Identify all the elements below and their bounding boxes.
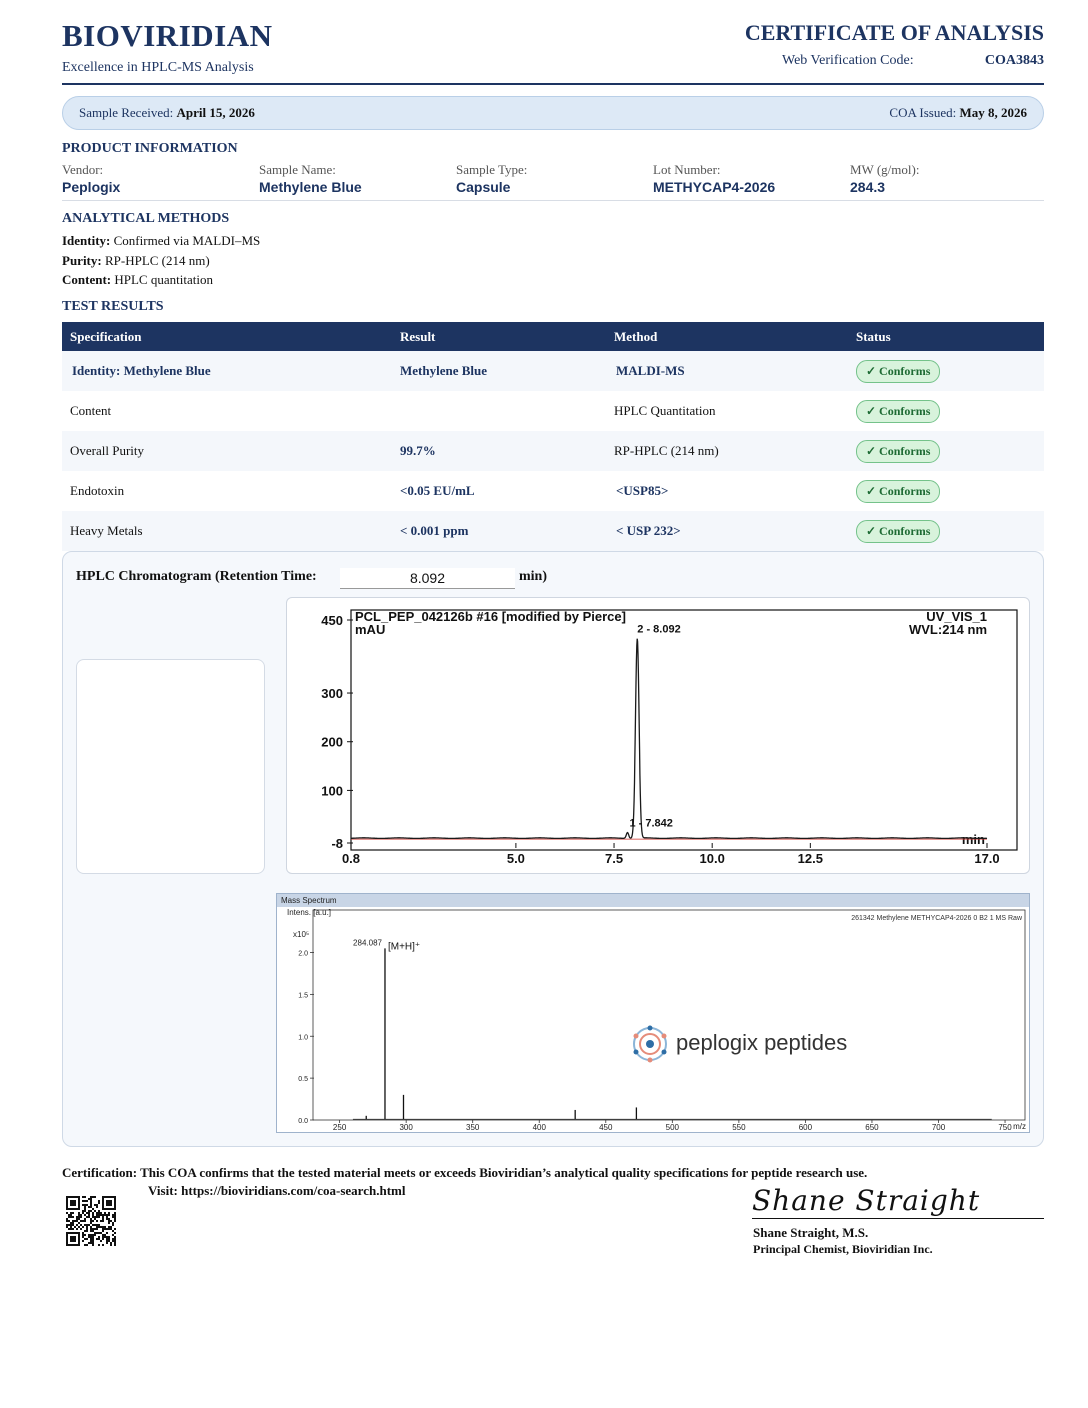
ms-x-tick-label: 500 [665,1123,680,1132]
hplc-title: PCL_PEP_042126b #16 [modified by Pierce] [355,609,626,624]
retention-time-field: 8.092 [340,568,515,589]
status-badge: ✓ Conforms [856,480,940,503]
peplogix-logo-icon [634,1026,667,1063]
ms-x-tick-label: 350 [466,1123,480,1132]
status-badge: ✓ Conforms [856,400,940,423]
header-divider [62,83,1044,85]
status-cell [848,391,1044,431]
result-cell: < 0.001 ppm [392,511,606,551]
hplc-chart [287,598,1029,873]
sample-name-label: Sample Name: [259,162,336,177]
results-header-row [62,322,1044,351]
method-purity-text: RP-HPLC (214 nm) [104,253,210,268]
ms-x-unit: m/z [1013,1122,1026,1131]
hplc-y-unit: mAU [355,622,386,637]
ms-y-tick-label: 0.0 [298,1118,308,1125]
hplc-detector-label: UV_VIS_1 [926,609,987,624]
table-row [62,471,1044,511]
vendor-label: Vendor: [62,162,104,177]
result-cell: Methylene Blue [392,351,606,391]
ms-x-tick-label: 750 [998,1123,1012,1132]
hplc-x-tick-label: 5.0 [506,851,525,866]
dates-bar [62,96,1044,130]
ms-x-tick-label: 600 [798,1123,813,1132]
signature-image: Shane Straight [752,1184,981,1217]
method-cell: RP-HPLC (214 nm) [606,431,848,471]
spec-cell: Heavy Metals [62,511,392,551]
hplc-plot-area [351,610,1017,850]
spec-cell: Identity: Methylene Blue [62,351,392,391]
coa-issued [889,105,1027,121]
mw-value: 284.3 [850,179,886,195]
header-result: Result [392,322,606,351]
method-purity-label: Purity: [62,253,102,268]
method-cell: MALDI-MS [606,351,848,391]
method-identity [62,233,260,249]
method-identity-label: Identity: [62,233,111,248]
ms-y-label: Intens. [a.u.] [287,908,332,917]
sample-received [79,105,255,121]
lot-number-value: METHYCAP4-2026 [653,179,776,195]
hplc-x-tick-label: 0.8 [341,851,361,866]
signatory-name: Shane Straight, M.S. [753,1225,869,1240]
method-identity-text: Confirmed via MALDI–MS [113,233,261,248]
sample-type-label: Sample Type: [456,162,528,177]
ms-file-label: 261342 Methylene METHYCAP4-2026 0 B2 1 MS Raw [851,915,1022,922]
hplc-y-tick-label: 100 [321,783,343,799]
sample-name-value: Methylene Blue [259,179,362,195]
status-cell [848,471,1044,511]
mass-spectrum-chart [277,907,1029,1132]
method-purity [62,253,210,269]
table-row [62,391,1044,431]
chromatogram-title: HPLC Chromatogram (Retention Time: [76,569,317,584]
header-specification: Specification [62,322,392,351]
hplc-y-tick-label: 300 [321,686,343,702]
verification-label: Web Verification Code: [782,53,914,68]
spec-cell: Overall Purity [62,431,392,471]
ms-peak-label: 284.087 [353,938,382,948]
hplc-trace [351,639,987,839]
sample-received-date: April 15, 2026 [176,105,255,120]
hplc-chart-frame [286,597,1030,874]
mass-spectrum-titlebar: Mass Spectrum [277,894,1029,907]
signatory-title: Principal Chemist, Bioviridian Inc. [753,1242,933,1256]
ms-x-tick-label: 250 [332,1123,347,1132]
ms-x-tick-label: 450 [599,1123,613,1132]
coa-issued-label: COA Issued: [889,105,957,120]
header-method: Method [606,322,848,351]
hplc-y-tick-label: 200 [321,734,343,750]
hplc-x-tick-label: 10.0 [699,851,725,866]
hplc-wavelength-label: WVL:214 nm [908,622,987,637]
spec-cell: Content [62,391,392,431]
ms-x-tick-label: 700 [931,1123,946,1132]
status-badge: ✓ Conforms [856,360,940,383]
result-cell: 99.7% [392,431,606,471]
ms-x-tick-label: 300 [399,1123,413,1132]
hplc-x-tick-label: 12.5 [797,851,823,866]
hplc-peak-label: 1 - 7.842 [629,817,673,830]
ms-ion-label: [M+H]⁺ [387,941,421,953]
ms-y-multiplier: x10⁵ [293,930,310,939]
sample-received-label: Sample Received: [79,105,174,120]
brand-tagline: Excellence in HPLC-MS Analysis [62,60,254,75]
retention-time-unit: min) [519,569,547,584]
status-cell [848,511,1044,551]
blank-image-placeholder [76,659,265,874]
table-row [62,511,1044,551]
verification-code: COA3843 [984,53,1044,68]
table-row [62,351,1044,391]
product-divider [62,200,1044,201]
status-badge: ✓ Conforms [856,440,940,463]
method-content [62,272,213,288]
hplc-y-tick-label: 450 [321,613,343,628]
ms-x-tick-label: 550 [732,1123,746,1132]
status-cell [848,431,1044,471]
qr-code-icon[interactable] [66,1196,116,1246]
methods-title: ANALYTICAL METHODS [62,211,230,226]
coa-issued-date: May 8, 2026 [959,105,1027,120]
hplc-y-tick-label: -8 [331,836,343,851]
method-cell: <USP85> [606,471,848,511]
spec-cell: Endotoxin [62,471,392,511]
certification-statement: Certification: This COA confirms that the tested material meets or exceeds Bioviridian’s analytical quality specifications for peptide research use. [62,1165,868,1180]
sample-type-value: Capsule [456,179,511,195]
ms-watermark: peplogix peptides [676,1030,848,1055]
lot-number-label: Lot Number: [653,162,721,177]
verification-link[interactable]: Visit: https://bioviridians.com/coa-search.html [148,1183,406,1198]
brand-logo-text: BIOVIRIDIAN [62,18,273,53]
table-row [62,431,1044,471]
results-table [62,322,1044,551]
ms-x-tick-label: 400 [532,1123,546,1132]
ms-x-tick-label: 650 [865,1123,879,1132]
result-cell: <0.05 EU/mL [392,471,606,511]
status-badge: ✓ Conforms [856,520,940,543]
vendor-value: Peplogix [62,179,121,195]
signature-line [752,1218,1044,1219]
results-title: TEST RESULTS [62,299,164,314]
ms-y-tick-label: 2.0 [298,950,308,958]
hplc-x-tick-label: 7.5 [604,851,624,866]
document-title: CERTIFICATE OF ANALYSIS [744,20,1044,45]
header-status: Status [848,322,1044,351]
method-cell: < USP 232> [606,511,848,551]
ms-y-tick-label: 1.5 [298,992,308,1000]
ms-y-tick-label: 1.0 [298,1034,308,1042]
method-content-text: HPLC quantitation [114,272,213,287]
hplc-peak-label: 2 - 8.092 [637,623,681,636]
status-cell [848,351,1044,391]
mw-label: MW (g/mol): [850,162,920,177]
result-cell [392,391,606,431]
product-info-title: PRODUCT INFORMATION [62,141,238,156]
hplc-x-tick-label: 17.0 [974,851,1000,866]
method-cell: HPLC Quantitation [606,391,848,431]
hplc-x-unit: min [961,832,985,847]
method-content-label: Content: [62,272,112,287]
ms-y-tick-label: 0.5 [298,1076,308,1084]
